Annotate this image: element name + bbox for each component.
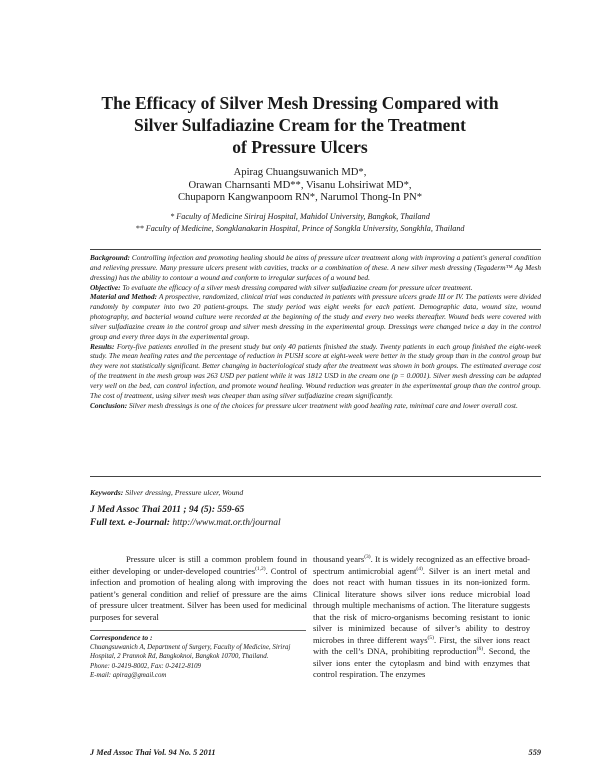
footer-journal: J Med Assoc Thai Vol. 94 No. 5 2011 <box>90 748 216 757</box>
abstract-methods: Material and Method: A prospective, randomized, clinical trial was conducted in patients with pressure ulcers grade III or IV. The patients were divided randomly by computer into two 20 patient-groups. The study period was eight weeks for each patient. Demographic data, wound size, wound photography, and bacterial wound culture were recorded at the beginning of the study and every two weeks thereafter. Wound beds were covered with silver sulfadiazine cream in the control group and silver mesh dressing in the experimental group. Dressings were changed twice a day in the control group and every three days in the experimental group. <box>90 292 541 341</box>
title-line: of Pressure Ulcers <box>232 137 368 157</box>
fulltext-link[interactable]: http://www.mat.or.th/journal <box>172 518 281 528</box>
correspondence-phone: Phone: 0-2419-8002, Fax: 0-2412-8109 <box>90 662 201 670</box>
correspondence-address: Chuangsuwanich A, Department of Surgery, Faculty of Medicine, Siriraj Hospital, 2 Prannok Rd, Bangkoknoi, Bangkok 10700, Thailand. <box>90 643 291 661</box>
citation-block <box>90 504 541 530</box>
affiliations <box>60 211 540 234</box>
fulltext-line: Full text. e-Journal: http://www.mat.or.th/journal <box>90 518 281 528</box>
body-paragraph: Pressure ulcer is still a common problem found in either developing or under-developed countries$^{(1,2)}$. Control of infection and promotion of healing along with improving the patient’s general condition and relief of pressure are the aims of pressure ulcer treatment. Silver has been used for medicinal purposes for several <box>90 554 307 622</box>
abstract-objective: Objective: To evaluate the efficacy of a silver mesh dressing compared with silver sulfadiazine cream for pressure ulcer treatment. <box>90 282 473 292</box>
abstract-bottom-rule <box>90 476 541 477</box>
abstract-conclusion: Conclusion: Silver mesh dressings is one of the choices for pressure ulcer treatment with good healing rate, minimal care and lower overall cost. <box>90 400 518 410</box>
correspondence-heading: Correspondence to : <box>90 633 153 642</box>
body-column-right <box>313 554 530 681</box>
body-paragraph: thousand years$^{(3)}$. It is widely recognized as an effective broad-spectrum antimicrobial agent$^{(4)}$. Silver is an inert metal and does not react with human tissues in its non-ionized form. Clinical literature shows silver ions reduce microbial load through multiple mechanisms of action. The literature suggests that the risk of micro-organisms becoming resistant to ionic silver is minimized because of silver’s ability to destroy microbes in three different ways$^{(5)}$. First, the silver ions react with the cell’s DNA, prohibiting reproduction$^{(6)}$. Second, the silver ions enter the cytoplasm and bind with enzymes that control respiration. The enzymes <box>313 554 530 680</box>
page-footer <box>90 748 541 757</box>
body-column-left <box>90 554 307 623</box>
affiliation-line: ** Faculty of Medicine, Songklanakarin Hospital, Prince of Songkla University, Songkhla, Thailand <box>135 223 465 233</box>
title-line: Silver Sulfadiazine Cream for the Treatment <box>134 115 466 135</box>
author-line: Apirag Chuangsuwanich MD*, <box>233 167 367 178</box>
author-line: Chupaporn Kangwanpoom RN*, Narumol Thong-In PN* <box>177 192 423 203</box>
title-line: The Efficacy of Silver Mesh Dressing Compared with <box>101 93 499 113</box>
article-title <box>60 92 540 158</box>
abstract-top-rule <box>90 249 541 250</box>
correspondence-rule <box>90 630 306 631</box>
correspondence-email[interactable]: E-mail: apirag@gmail.com <box>90 672 167 680</box>
affiliation-line: * Faculty of Medicine Siriraj Hospital, Mahidol University, Bangkok, Thailand <box>170 212 430 221</box>
journal-citation: J Med Assoc Thai 2011 ; 94 (5): 559-65 <box>90 505 245 515</box>
abstract-results: Results: Forty-five patients enrolled in the present study but only 40 patients finished the study. Twenty patients in each group finished the eight-week study. The mean healing rates and the percentage of reduction in PUSH score at eight-week were better in the study group than in the control group but they were not statistically significant. Better changing in bacteriological study after the treatment was shown in both groups. The estimated average cost of the treatment in the mesh group was 263 USD per patient while it was 1812 USD in the cream one (p = 0.0001). Silver mesh dressing can be adapted very well on the bed, can control infection, and promote wound healing. Wound reduction was greater in the experimental group than the control group. The cost of treatment, using silver mesh was cheaper than using silver sulfadiazine cream significantly. <box>90 341 541 400</box>
author-line: Orawan Charnsanti MD**, Visanu Lohsiriwat MD*, <box>188 179 412 191</box>
author-list <box>60 167 540 205</box>
correspondence <box>90 633 306 681</box>
abstract-background: Background: Controlling infection and promoting healing should be aims of pressure ulcer treatment along with improving a patient's general condition and relieving pressure. Many pressure ulcers present with cavities, tracks or a combination of these. A new silver mesh dressing (Tegaderm™ Ag Mesh dressing) has the ability to contour a wound and conform to irregular surfaces of a wound bed. <box>90 253 541 282</box>
abstract <box>90 253 541 411</box>
page-number: 559 <box>528 748 541 757</box>
keywords: Keywords: Silver dressing, Pressure ulcer, Wound <box>90 488 244 497</box>
